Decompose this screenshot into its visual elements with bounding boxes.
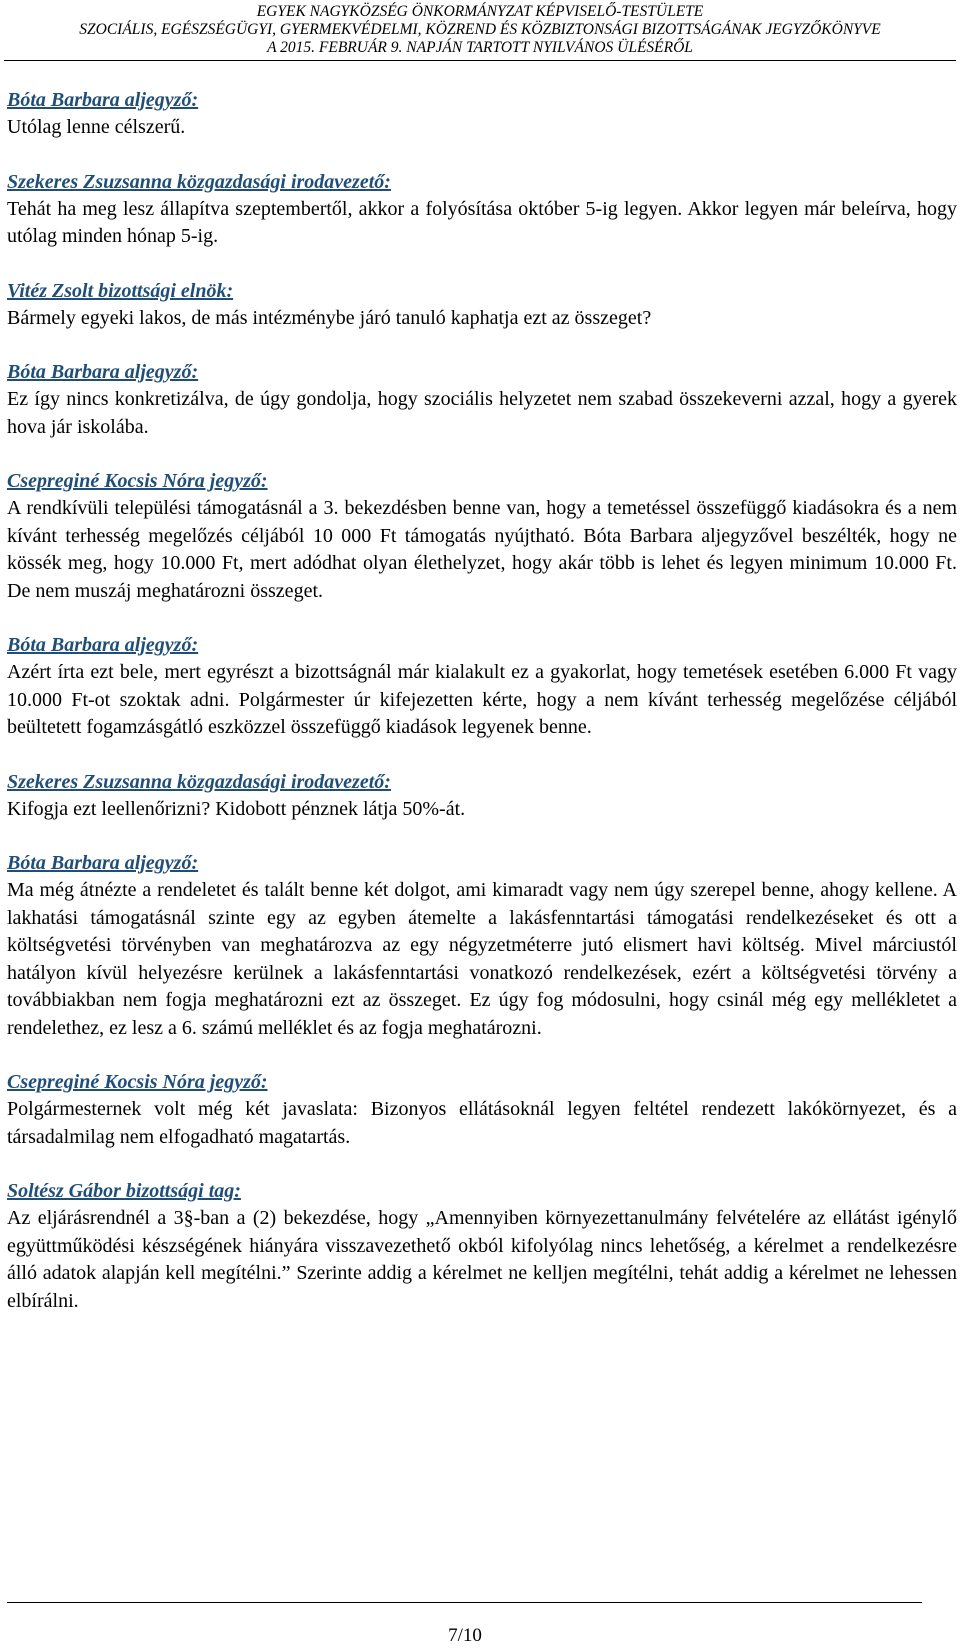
speech-text: Ma még átnézte a rendeletet és talált benne két dolgot, ami kimaradt vagy nem úgy szerepel benne, ahogy kellene. A lakhatási támogatásnál szinte egy az egyben átemelte a lakásfenntartási támogatási rendelkezéseket és ott a költségvetési törvényben van meghatározva az egy négyzetméterre jutó elismert havi költség. Mivel márciustól hatályon kívül helyezésre kerülnek a lakásfenntartási vonatkozó rendelkezések, ezért a költségvetési törvény a továbbiakban nem fogja meghatározni ezt az összeget. Ez úgy fog módosulni, hogy csinál még egy mellékletet a rendelethez, ez lesz a 6. számú melléklet és az fogja meghatározni. <box>7 879 957 1039</box>
minutes-entry <box>7 1177 957 1315</box>
speech-text: Tehát ha meg lesz állapítva szeptembertől, akkor a folyósítása október 5-ig legyen. Akkor legyen már beleírva, hogy utólag minden hónap 5-ig. <box>7 197 957 247</box>
header-line-3: A 2015. FEBRUÁR 9. NAPJÁN TARTOTT NYILVÁNOS ÜLÉSÉRŐL <box>267 39 693 56</box>
speaker-name: Bóta Barbara aljegyző: <box>7 852 199 874</box>
minutes-entry <box>7 768 957 824</box>
minutes-entry <box>7 358 957 441</box>
speaker-name: Bóta Barbara aljegyző: <box>7 89 199 111</box>
speaker-name: Szekeres Zsuzsanna közgazdasági irodavezető: <box>7 770 391 793</box>
speech-text: A rendkívüli települési támogatásnál a 3. bekezdésben benne van, hogy a temetéssel összefüggő kiadásokra és a nem kívánt terhesség megelőzés céljából 10 000 Ft támogatás nyújtható. Bóta Barbara aljegyzővel beszélték, hogy ne kössék meg, hogy 10.000 Ft, mert adódhat olyan élethelyzet, hogy akár több is lehet és legyen minimum 10.000 Ft. De nem muszáj meghatározni összeget. <box>7 497 957 602</box>
speech-text: Polgármesternek volt még két javaslata: Bizonyos ellátásoknál legyen feltétel rendezett lakókörnyezet, és a társadalmilag nem elfogadható magatartás. <box>7 1098 957 1148</box>
header-line-1: EGYEK NAGYKÖZSÉG ÖNKORMÁNYZAT KÉPVISELŐ-TESTÜLETE <box>256 3 704 20</box>
speaker-name: Vitéz Zsolt bizottsági elnök: <box>7 279 234 302</box>
speech-text: Azért írta ezt bele, mert egyrészt a bizottságnál már kialakult ez a gyakorlat, hogy temetések esetében 6.000 Ft vagy 10.000 Ft-ot szoktak adni. Polgármester úr kifejezetten kérte, hogy a nem kívánt terhesség megelőzése céljából beültetett fogamzásgátló eszközzel összefüggő kiadások legyenek benne. <box>7 661 957 738</box>
header-divider <box>4 60 956 61</box>
document-header <box>0 3 960 57</box>
speaker-name: Csepreginé Kocsis Nóra jegyző: <box>7 1071 268 1093</box>
footer-divider <box>7 1602 922 1603</box>
minutes-entry <box>7 1068 957 1151</box>
page-number: 7/10 <box>448 1625 482 1646</box>
speaker-name: Szekeres Zsuzsanna közgazdasági irodavezető: <box>7 170 391 193</box>
speaker-name: Soltész Gábor bizottsági tag: <box>7 1180 241 1202</box>
speech-text: Ez így nincs konkretizálva, de úgy gondolja, hogy szociális helyzetet nem szabad összekeverni azzal, hogy a gyerek hova jár iskolába. <box>7 388 957 438</box>
minutes-entry <box>7 631 957 742</box>
minutes-entry <box>7 849 957 1042</box>
header-line-2: SZOCIÁLIS, EGÉSZSÉGÜGYI, GYERMEKVÉDELMI, KÖZREND ÉS KÖZBIZTONSÁGI BIZOTTSÁGÁNAK JEGYZŐKÖNYVE <box>79 21 881 38</box>
minutes-entry <box>7 86 957 142</box>
speech-text: Utólag lenne célszerű. <box>7 116 186 138</box>
speech-text: Bármely egyeki lakos, de más intézménybe járó tanuló kaphatja ezt az összeget? <box>7 306 652 329</box>
speech-text: Az eljárásrendnél a 3§-ban a (2) bekezdése, hogy „Amennyiben környezettanulmány felvételére az ellátást igénylő együttműködési készségének hiányára visszavezethető okból kifolyólag nincs lehetőség, a kérelmet a rendelkezésre álló adatok alapján kell megítélni.” Szerinte addig a kérelmet ne kelljen megítélni, tehát addig a kérelmet ne lehessen elbírálni. <box>7 1207 957 1312</box>
speaker-name: Bóta Barbara aljegyző: <box>7 361 199 383</box>
speaker-name: Csepreginé Kocsis Nóra jegyző: <box>7 470 268 492</box>
speech-text: Kifogja ezt leellenőrizni? Kidobott pénznek látja 50%-át. <box>7 797 466 820</box>
minutes-entry <box>7 277 957 333</box>
minutes-body <box>7 86 957 1341</box>
minutes-entry <box>7 168 957 251</box>
speaker-name: Bóta Barbara aljegyző: <box>7 634 199 656</box>
minutes-entry <box>7 467 957 605</box>
